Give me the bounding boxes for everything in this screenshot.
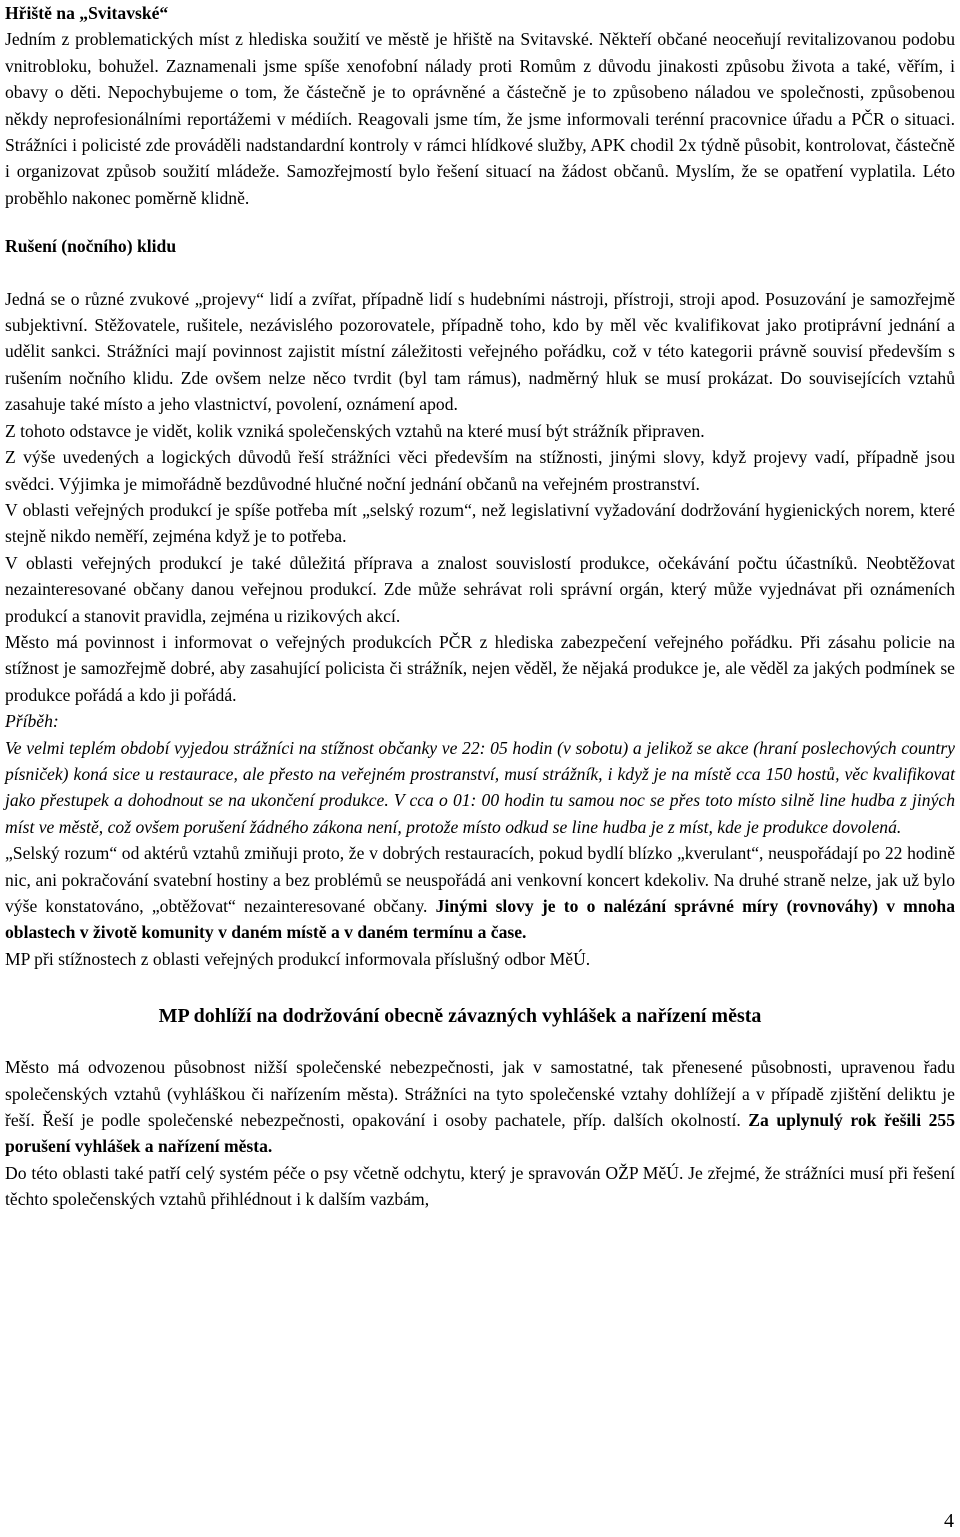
paragraph-noise-5: V oblasti veřejných produkcí je také důležitá příprava a znalost souvislostí produkce, očekávání počtu účastníků. Neobtěžovat nezainteresované občany danou veřejnou produkcí. Zde může sehrávat roli správní orgán, který může vyjednávat při oznámeních produkcí a stanovit pravidla, zejména u rizikových akcí. (5, 552, 955, 626)
story-label: Příběh: (5, 711, 59, 732)
section-heading-noise: Rušení (nočního) klidu (5, 236, 177, 257)
paragraph-svitavska: Jedním z problematických míst z hlediska soužití ve městě je hřiště na Svitavské. Někteří občané neoceňují revitalizovanou podobu vnitrobloku, bohužel. Zaznamenali jsme spíše xenofobní nálady proti Romům z důvodu jinakosti způsobu života a také, věřím, i obavy o děti. Nepochybujeme o tom, že částečně je to oprávněné a částečně je to způsobeno náladou ve společnosti, způsobenou někdy neprofesionálními reportážemi v médiích. Reagovali jsme tím, že jsme informovali terénní pracovnice úřadu a PČR o situaci. Strážníci i policisté zde prováděli nadstandardní kontroly v rámci hlídkové služby, APK chodil 2x týdně působit, kontrolovat, částečně i organizovat způsob soužití mládeže. Samozřejmostí bylo řešení situací na žádost občanů. Myslím, že se opatření vyplatila. Léto proběhlo nakonec poměrně klidně. (5, 29, 955, 208)
common-sense-text: „Selský rozum“ od aktérů vztahů zmiňuji proto, že v dobrých restauracích, pokud bydlí blízko „kverulant“, neuspořádají po 22 hodině nic, ani pokračování svatební hostiny a bez problémů se neuspořádá ani venkovní koncert kdekoliv. Na druhé straně nelze, jak už bylo výše konstatováno, „obtěžovat“ nezainteresované občany. (5, 843, 955, 916)
section-heading-ordinances: MP dohlíží na dodržování obecně závazných vyhlášek a nařízení města (158, 1005, 762, 1028)
paragraph-noise-8: MP při stížnostech z oblasti veřejných produkcí informovala příslušný odbor MěÚ. (5, 948, 591, 969)
paragraph-noise-3: Z výše uvedených a logických důvodů řeší strážníci věci především na stížnosti, jinými slovy, když projevy vadí, případně jsou svědci. Výjimka je mimořádně bezdůvodné hlučné noční jednání občanů na veřejném prostranství. (5, 447, 955, 494)
paragraph-noise-6: Město má povinnost i informovat o veřejných produkcích PČR z hlediska zabezpečení veřejného pořádku. Při zásahu policie na stížnost je samozřejmě dobré, aby zasahující policista či strážník, nejen věděl, že nějaká produkce je, ale věděl za jakých podmínek se produkce pořádá a kdo ji pořádá. (5, 631, 955, 705)
paragraph-noise-4: V oblasti veřejných produkcí je spíše potřeba mít „selský rozum“, než legislativní vyžadování dodržování hygienických norem, které stejně nikdo neměří, zejména když je to potřeba. (5, 499, 955, 547)
ordinances-emphasis: Za uplynulý rok řešili 255 porušení vyhlášek a nařízení města. (5, 1110, 956, 1157)
document-page (5, 0, 955, 1213)
common-sense-emphasis: Jinými slovy je to o nalézání správné míry (rovnováhy) v mnoha oblastech v životě komunity v daném místě a v daném termínu a čase. (5, 896, 955, 943)
paragraph-common-sense (5, 840, 955, 946)
ordinances-text: Město má odvozenou působnost nižší společenské nebezpečnosti, jak v samostatné, tak přenesené působnosti, upravenou řadu společenských vztahů (vyhláškou či nařízením města). Strážníci na tyto společenské vztahy dohlížejí a v případě zjištění deliktu je řeší. Řeší je podle společenské nebezpečnosti, opakování i osoby pachatele, příp. dalších okolností. (5, 1057, 955, 1131)
paragraph-ordinances-1 (5, 1054, 955, 1160)
page-number: 4 (944, 1510, 954, 1532)
section-heading-svitavska: Hřiště na „Svitavské“ (5, 3, 169, 23)
paragraph-noise-1: Jedná se o různé zvukové „projevy“ lidí a zvířat, případně lidí s hudebními nástroji, přístroji, stroji apod. Posuzování je samozřejmě subjektivní. Stěžovatele, rušitele, nezávislého pozorovatele, případně toho, kdo by měl věc kvalifikovat jako protiprávní jednání a udělit sankci. Strážníci mají povinnost zajistit místní záležitosti veřejného pořádku, což v této kategorii právně souvisí především s rušením nočního klidu. Zde ovšem nelze něco tvrdit (byl tam rámus), nadměrný hluk se musí prokázat. Do souvisejících vztahů zasahuje také místo a jeho vlastnictví, povolení, oznámení apod. (5, 288, 955, 415)
story-paragraph: Ve velmi teplém období vyjedou strážníci na stížnost občanky ve 22: 05 hodin (v sobotu) a jelikož se akce (hraní poslechových country písniček) koná sice u restaurace, ale přesto na veřejném prostranství, musí strážník, i když je na místě cca 150 hostů, věc kvalifikovat jako přestupek a dohodnout se na ukončení produkce. V cca o 01: 00 hodin tu samou noc se přes toto místo silně line hudba z jiných míst ve městě, což ovšem porušení žádného zákona není, protože místo odkud se line hudba je z míst, kde je produkce dovolená. (5, 737, 955, 837)
paragraph-ordinances-2: Do této oblasti také patří celý systém péče o psy včetně odchytu, který je spravován OŽP MěÚ. Je zřejmé, že strážníci musí při řešení těchto společenských vztahů přihlédnout i k dalším vazbám, (5, 1162, 955, 1210)
paragraph-noise-2: Z tohoto odstavce je vidět, kolik vzniká společenských vztahů na které musí být strážník připraven. (5, 420, 705, 441)
